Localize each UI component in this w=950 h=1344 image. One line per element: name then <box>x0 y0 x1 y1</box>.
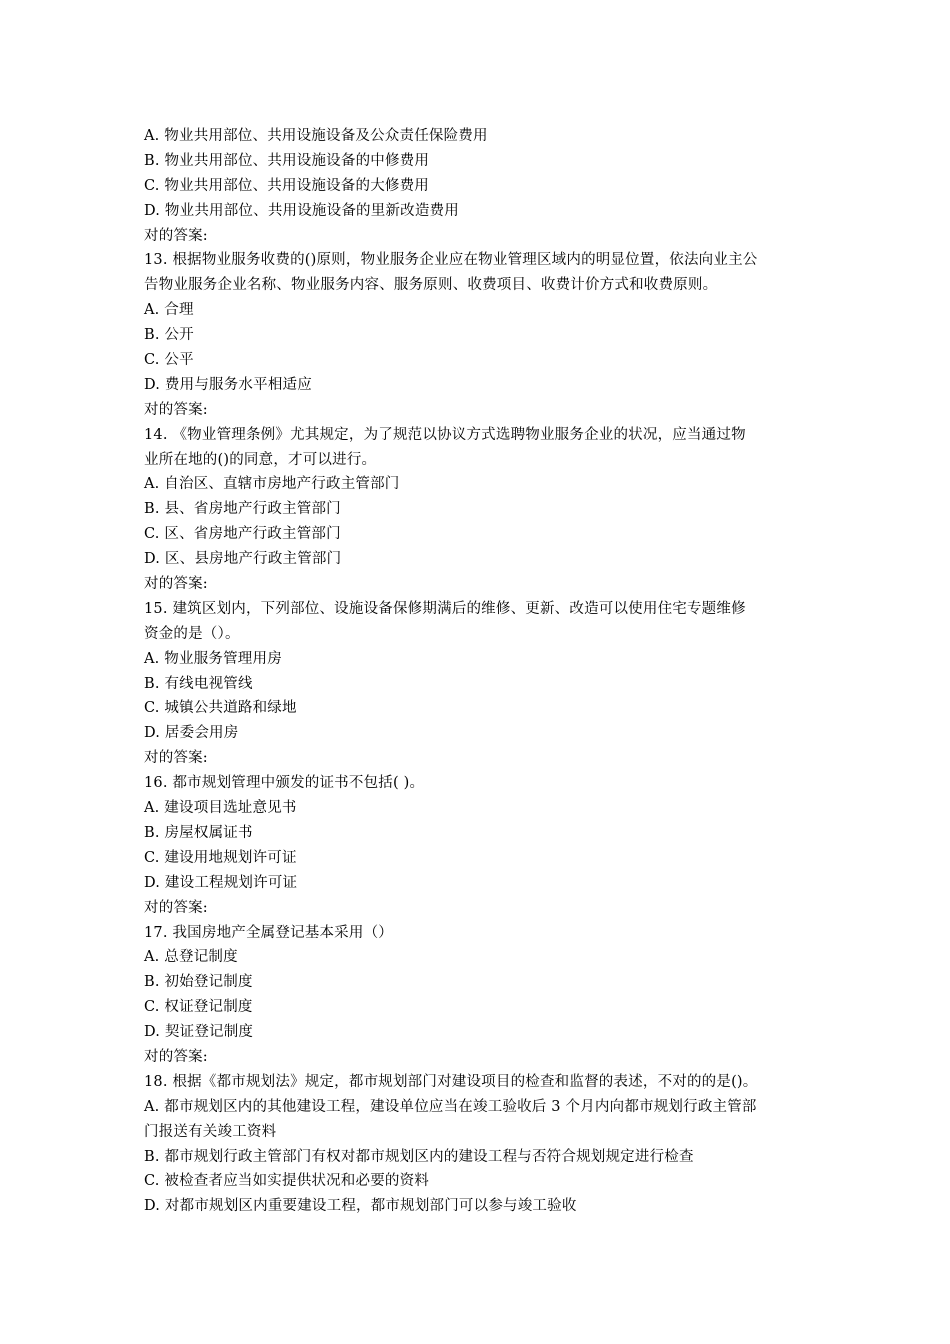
question-15-text-cont: 资金的是（）。 <box>144 625 240 642</box>
option-line: B. 物业共用部位、共用设施设备的中修费用 <box>144 152 430 169</box>
question-15-text: 15. 建筑区划内，下列部位、设施设备保修期满后的维修、更新、改造可以使用住宅专题维修 <box>144 600 746 617</box>
option-line: B. 有线电视管线 <box>144 675 253 692</box>
option-line: B. 房屋权属证书 <box>144 824 253 841</box>
option-line: B. 初始登记制度 <box>144 974 253 991</box>
option-line: B. 县、省房地产行政主管部门 <box>144 501 341 518</box>
option-line: A. 合理 <box>144 302 194 319</box>
option-line: D. 建设工程规划许可证 <box>144 874 298 891</box>
option-line: C. 被检查者应当如实提供状况和必要的资料 <box>144 1173 429 1190</box>
answer-label: 对的答案: <box>144 750 208 767</box>
option-line-cont: 门报送有关竣工资料 <box>144 1123 277 1140</box>
option-line: A. 物业服务管理用房 <box>144 650 282 667</box>
answer-label: 对的答案: <box>144 401 208 418</box>
document-page <box>144 124 808 1219</box>
option-line: C. 城镇公共道路和绿地 <box>144 700 297 717</box>
question-14-text: 14. 《物业管理条例》尤其规定，为了规范以协议方式选聘物业服务企业的状况，应当通过物 <box>144 426 746 443</box>
answer-label: 对的答案: <box>144 576 208 593</box>
option-line: C. 建设用地规划许可证 <box>144 849 297 866</box>
question-13-text: 13. 根据物业服务收费的()原则，物业服务企业应在物业管理区域内的明显位置，依法向业主公 <box>144 252 758 269</box>
option-line: A. 都市规划区内的其他建设工程，建设单位应当在竣工验收后 3 个月内向都市规划行政主管部 <box>144 1098 757 1115</box>
option-line: C. 公平 <box>144 352 194 369</box>
option-line: C. 区、省房地产行政主管部门 <box>144 526 341 543</box>
question-17-text: 17. 我国房地产全属登记基本采用（） <box>144 924 393 941</box>
option-line: D. 费用与服务水平相适应 <box>144 376 312 393</box>
option-line: B. 都市规划行政主管部门有权对都市规划区内的建设工程与否符合规划规定进行检查 <box>144 1148 694 1165</box>
option-line: A. 物业共用部位、共用设施设备及公众责任保险费用 <box>144 128 488 144</box>
option-line: B. 公开 <box>144 327 194 344</box>
option-line: D. 区、县房地产行政主管部门 <box>144 551 342 568</box>
answer-label: 对的答案: <box>144 899 208 916</box>
option-line: A. 自治区、直辖市房地产行政主管部门 <box>144 476 400 493</box>
option-line: D. 契证登记制度 <box>144 1024 254 1041</box>
answer-label: 对的答案: <box>144 1048 208 1065</box>
question-18-text: 18. 根据《都市规划法》规定，都市规划部门对建设项目的检查和监督的表述，不对的的是()。 <box>144 1073 758 1090</box>
question-16-text: 16. 都市规划管理中颁发的证书不包括( )。 <box>144 775 425 792</box>
option-line: D. 居委会用房 <box>144 725 239 742</box>
answer-label: 对的答案: <box>144 227 208 244</box>
option-line: C. 物业共用部位、共用设施设备的大修费用 <box>144 177 429 194</box>
question-14-text-cont: 业所在地的()的同意，才可以进行。 <box>144 451 377 468</box>
option-line: D. 物业共用部位、共用设施设备的里新改造费用 <box>144 202 459 219</box>
option-line: D. 对都市规划区内重要建设工程，都市规划部门可以参与竣工验收 <box>144 1198 577 1215</box>
option-line: A. 建设项目选址意见书 <box>144 800 297 817</box>
question-13-text-cont: 告物业服务企业名称、物业服务内容、服务原则、收费项目、收费计价方式和收费原则。 <box>144 277 718 294</box>
option-line: A. 总登记制度 <box>144 949 238 966</box>
option-line: C. 权证登记制度 <box>144 999 253 1016</box>
